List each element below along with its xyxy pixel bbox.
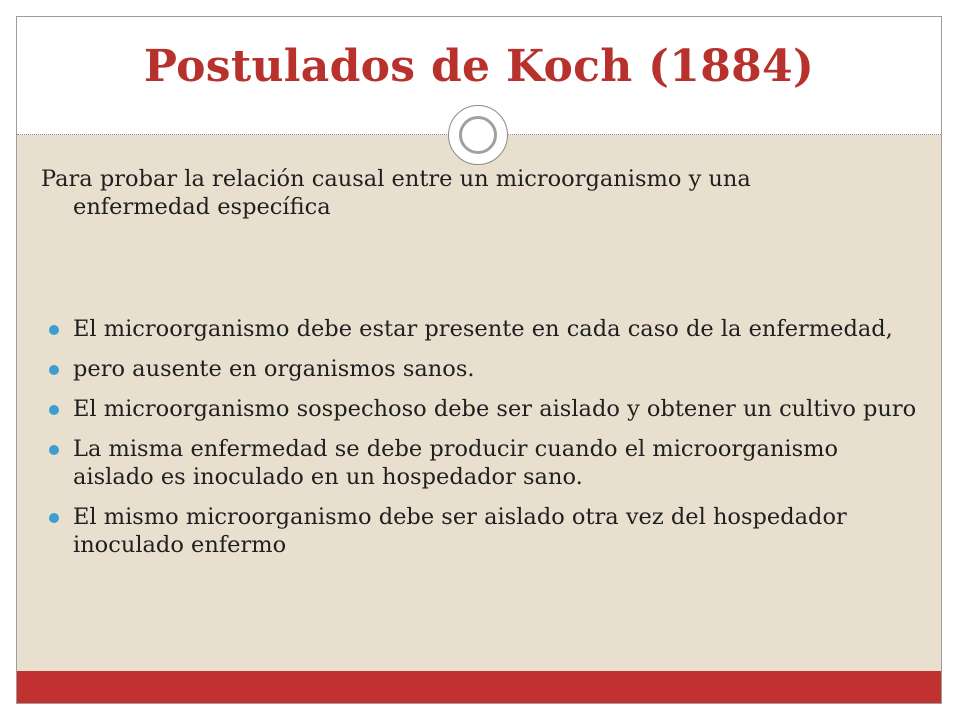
intro-line-2: enfermedad específica (73, 194, 331, 220)
slide-frame (16, 16, 942, 704)
list-item (41, 435, 921, 491)
bullet-dot-icon (49, 405, 59, 415)
bullet-dot-icon (49, 513, 59, 523)
bullet-text: El microorganismo sospechoso debe ser aislado y obtener un cultivo puro (73, 396, 917, 422)
slide-title: Postulados de Koch (1884) (143, 41, 815, 92)
bullet-dot-icon (49, 365, 59, 375)
inner-ring (459, 116, 497, 154)
bullet-dot-icon (49, 325, 59, 335)
list-item (41, 503, 921, 559)
bullet-dot-icon (49, 445, 59, 455)
list-item (41, 395, 921, 423)
bullet-text: El microorganismo debe estar presente en cada caso de la enfermedad, (73, 316, 893, 342)
list-item (41, 315, 921, 343)
footer-bar (17, 671, 941, 703)
circle-ornament-icon (448, 105, 508, 165)
list-item (41, 355, 921, 383)
intro-paragraph (41, 165, 921, 221)
bullet-list (41, 315, 921, 559)
bullet-text: pero ausente en organismos sanos. (73, 356, 475, 382)
bullet-text: El mismo microorganismo debe ser aislado otra vez del hospedador inoculado enfermo (73, 504, 847, 558)
slide-body (41, 165, 921, 571)
bullet-text: La misma enfermedad se debe producir cuando el microorganismo aislado es inoculado en un hospedador sano. (73, 436, 839, 490)
intro-line-1: Para probar la relación causal entre un microorganismo y una (41, 166, 751, 192)
